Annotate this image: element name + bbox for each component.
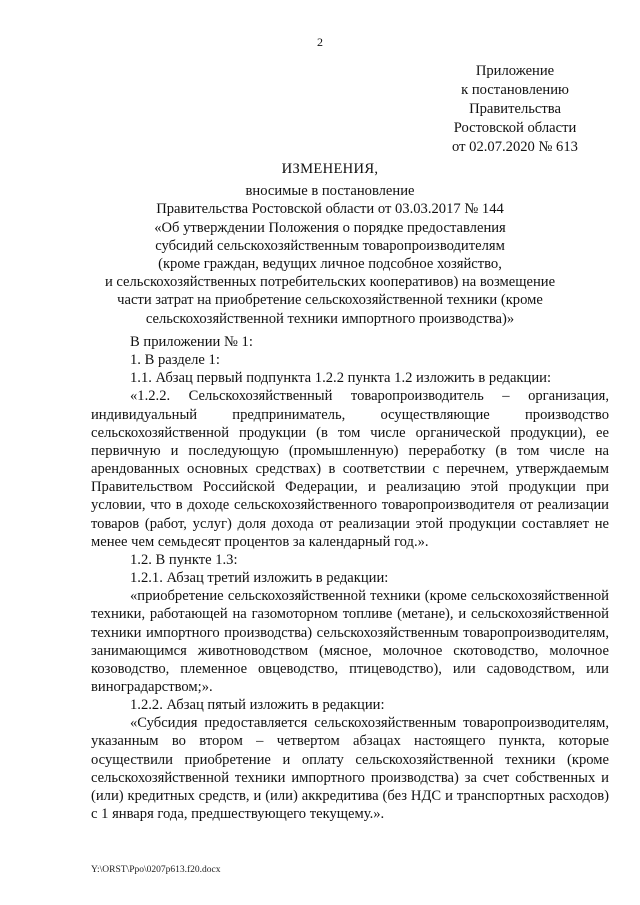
document-title-block: [80, 160, 580, 328]
body-paragraph-quote: «приобретение сельскохозяйственной техники (кроме сельскохозяйственной техники, работающей на газомоторном топливе (метане), и сельскохозяйственной техники импортного производства) сельскохозяйственным товаропроизводителям, занимающимся животноводством (мясное, молочное скотоводство, молочное козоводство, племенное овцеводство, птицеводство), или садоводством, или виноградарством;».: [91, 588, 609, 695]
appendix-line: Ростовской области: [453, 120, 577, 136]
page-number: 2: [317, 35, 323, 49]
title-line: субсидий сельскохозяйственным товаропроизводителям: [155, 237, 505, 254]
appendix-line: от 02.07.2020 № 613: [452, 139, 578, 155]
appendix-line: к постановлению: [461, 82, 569, 98]
appendix-line: Приложение: [475, 63, 555, 79]
footer-file-path: Y:\ORST\Ppo\0207p613.f20.docx: [91, 865, 221, 875]
body-paragraph-quote: «Субсидия предоставляется сельскохозяйственным товаропроизводителям, указанным во втором – четвертом абзацах настоящего пункта, которые осуществили приобретение и оплату сельскохозяйственной техники (кроме сельскохозяйственной техники импортного производства) за счет собственных и (или) кредитных средств, и (или) аккредитива (без НДС и транспортных расходов) с 1 января года, предшествующего текущему.».: [91, 715, 609, 823]
document-body: [91, 333, 609, 823]
title-line: вносимые в постановление: [245, 183, 415, 200]
title-line: «Об утверждении Положения о порядке предоставления: [154, 219, 506, 236]
appendix-block: [430, 62, 600, 157]
document-heading: ИЗМЕНЕНИЯ,: [281, 161, 379, 177]
body-paragraph: 1. В разделе 1:: [130, 352, 220, 369]
title-line: сельскохозяйственной техники импортного производства)»: [145, 310, 515, 327]
title-line: и сельскохозяйственных потребительских кооперативов) на возмещение: [104, 274, 556, 291]
title-line: (кроме граждан, ведущих личное подсобное хозяйство,: [158, 256, 502, 273]
body-paragraph: 1.2.1. Абзац третий изложить в редакции:: [130, 570, 389, 587]
title-line: Правительства Ростовской области от 03.03.2017 № 144: [156, 201, 504, 218]
appendix-line: Правительства: [469, 101, 561, 117]
body-paragraph: 1.2. В пункте 1.3:: [130, 551, 238, 568]
body-paragraph: В приложении № 1:: [130, 334, 253, 350]
body-paragraph-quote: «1.2.2. Сельскохозяйственный товаропроизводитель – организация, индивидуальный предприниматель, осуществляющие производство сельскохозяйственной продукции (в том числе органической продукции), ее первичную и последующую (промышленную) переработку (в том числе на арендованных основных средствах) в соответствии с перечнем, утверждаемым Правительством Российской Федерации, и реализацию этой продукции при условии, что в доходе сельскохозяйственного товаропроизводителя от реализации товаров (работ, услуг) доля дохода от реализации этой продукции составляет не менее чем семьдесят процентов за календарный год.».: [91, 388, 609, 550]
body-paragraph: 1.2.2. Абзац пятый изложить в редакции:: [130, 697, 385, 714]
body-paragraph: 1.1. Абзац первый подпункта 1.2.2 пункта 1.2 изложить в редакции:: [130, 370, 551, 387]
title-line: части затрат на приобретение сельскохозяйственной техники (кроме: [117, 292, 543, 309]
